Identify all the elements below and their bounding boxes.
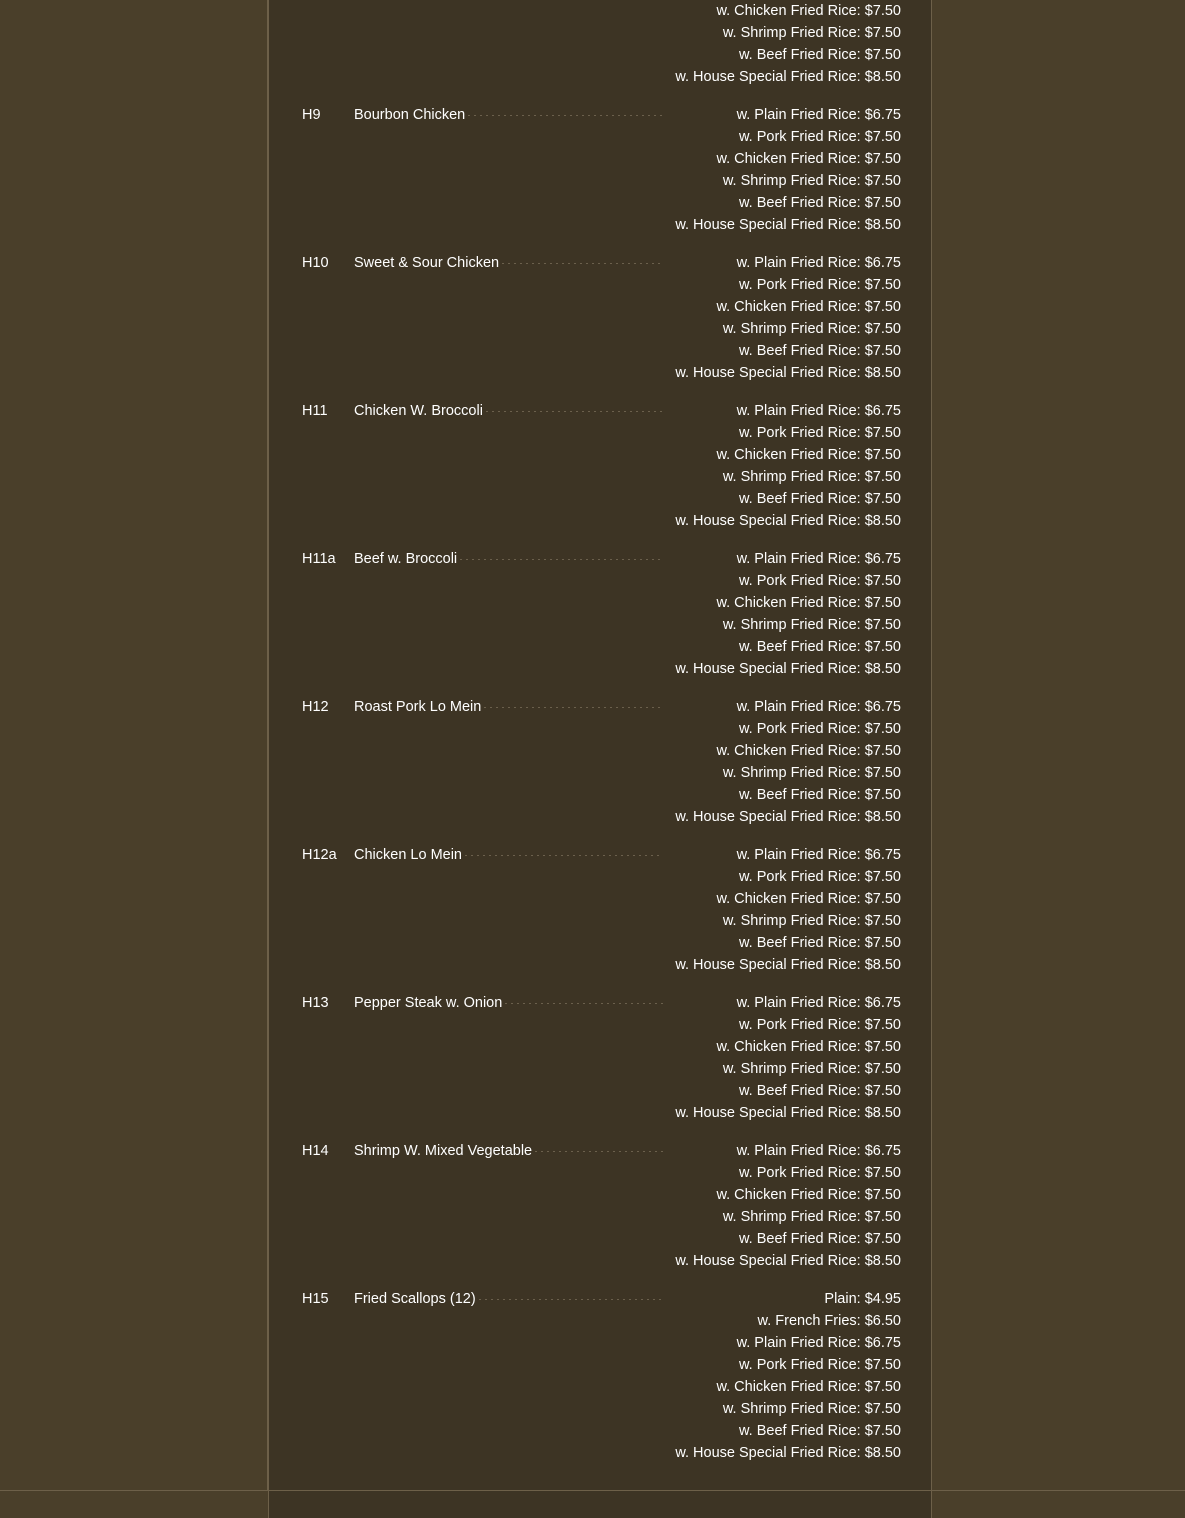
- item-name: Sweet & Sour Chicken: [354, 255, 500, 271]
- item-price-line: w. House Special Fried Rice: $8.50: [675, 1445, 901, 1461]
- item-price-list: [667, 1140, 901, 1272]
- item-price-line: w. Shrimp Fried Rice: $7.50: [722, 25, 901, 41]
- item-price-line: w. Plain Fried Rice: $6.75: [736, 699, 901, 715]
- leader-dots: [463, 844, 663, 856]
- item-price-line: w. Shrimp Fried Rice: $7.50: [722, 469, 901, 485]
- item-price-line: w. Chicken Fried Rice: $7.50: [716, 1187, 901, 1203]
- item-price-line: w. Pork Fried Rice: $7.50: [739, 869, 901, 885]
- page-footer-inner: [268, 1491, 932, 1518]
- item-price-line: w. Plain Fried Rice: $6.75: [736, 255, 901, 271]
- item-code: H10: [302, 255, 329, 271]
- item-name: Shrimp W. Mixed Vegetable: [354, 1143, 533, 1159]
- item-spacer: [269, 680, 931, 696]
- menu-item[interactable]: [269, 1140, 931, 1272]
- item-name: Roast Pork Lo Mein: [354, 699, 482, 715]
- item-name-leader: [354, 548, 667, 570]
- item-price-list: [667, 400, 901, 532]
- item-price-line: w. Pork Fried Rice: $7.50: [739, 721, 901, 737]
- item-price-line: w. Shrimp Fried Rice: $7.50: [722, 1209, 901, 1225]
- item-price-line: w. Shrimp Fried Rice: $7.50: [722, 913, 901, 929]
- item-price-line: w. Pork Fried Rice: $7.50: [739, 1165, 901, 1181]
- item-price-line: w. Plain Fried Rice: $6.75: [736, 551, 901, 567]
- item-code: H13: [302, 995, 329, 1011]
- menu-item[interactable]: [269, 252, 931, 384]
- item-price-line: w. Chicken Fried Rice: $7.50: [716, 891, 901, 907]
- item-price-line: w. Chicken Fried Rice: $7.50: [716, 595, 901, 611]
- item-name: Fried Scallops (12): [354, 1291, 476, 1307]
- item-spacer: [269, 236, 931, 252]
- item-price-line: w. House Special Fried Rice: $8.50: [675, 1253, 901, 1269]
- item-price-line: w. Pork Fried Rice: $7.50: [739, 1017, 901, 1033]
- item-code: H11a: [302, 551, 336, 567]
- item-price-line: w. Plain Fried Rice: $6.75: [736, 403, 901, 419]
- item-code: H14: [302, 1143, 329, 1159]
- item-code: H12a: [302, 847, 337, 863]
- left-margin-column: [0, 0, 268, 1490]
- item-price-line: w. House Special Fried Rice: $8.50: [675, 217, 901, 233]
- item-price-line: w. Beef Fried Rice: $7.50: [739, 787, 901, 803]
- item-price-line: w. Plain Fried Rice: $6.75: [736, 107, 901, 123]
- leader-dots: [500, 252, 663, 264]
- menu-item-list: [269, 0, 931, 1464]
- menu-item-partial: [269, 0, 931, 88]
- item-price-line: w. Shrimp Fried Rice: $7.50: [722, 1401, 901, 1417]
- item-price-line: w. Shrimp Fried Rice: $7.50: [722, 321, 901, 337]
- item-price-line: w. Pork Fried Rice: $7.50: [739, 573, 901, 589]
- item-price-line: w. Beef Fried Rice: $7.50: [739, 1423, 901, 1439]
- item-price-line: w. House Special Fried Rice: $8.50: [675, 661, 901, 677]
- item-price-list: [667, 548, 901, 680]
- leader-dots: [482, 696, 663, 708]
- item-spacer: [269, 976, 931, 992]
- item-name-leader: [354, 1288, 667, 1310]
- item-name: Bourbon Chicken: [354, 107, 466, 123]
- item-spacer: [269, 88, 931, 104]
- item-name-leader: [354, 252, 667, 274]
- item-price-list: [667, 992, 901, 1124]
- item-price-line: w. Beef Fried Rice: $7.50: [739, 935, 901, 951]
- item-code: H15: [302, 1291, 329, 1307]
- item-price-line: w. Shrimp Fried Rice: $7.50: [722, 617, 901, 633]
- item-price-line: w. Pork Fried Rice: $7.50: [739, 129, 901, 145]
- item-price-line: w. Beef Fried Rice: $7.50: [739, 343, 901, 359]
- item-price-line: w. Chicken Fried Rice: $7.50: [716, 1039, 901, 1055]
- leader-dots: [477, 1288, 664, 1300]
- item-price-line: w. Chicken Fried Rice: $7.50: [716, 3, 901, 19]
- item-name-leader: [354, 400, 667, 422]
- leader-dots: [484, 400, 663, 412]
- item-price-line: w. Plain Fried Rice: $6.75: [736, 1143, 901, 1159]
- item-price-list: [667, 844, 901, 976]
- item-price-line: w. Chicken Fried Rice: $7.50: [716, 151, 901, 167]
- item-price-line: w. House Special Fried Rice: $8.50: [675, 69, 901, 85]
- item-price-line: w. House Special Fried Rice: $8.50: [675, 513, 901, 529]
- item-name: Beef w. Broccoli: [354, 551, 458, 567]
- item-name: Chicken Lo Mein: [354, 847, 462, 863]
- item-spacer: [269, 828, 931, 844]
- leader-dots: [533, 1140, 663, 1152]
- menu-item[interactable]: [269, 696, 931, 828]
- page-footer-strip: [0, 1490, 1185, 1518]
- item-code: H12: [302, 699, 329, 715]
- item-price-line: w. Chicken Fried Rice: $7.50: [716, 743, 901, 759]
- menu-item[interactable]: [269, 992, 931, 1124]
- item-name-leader: [354, 844, 667, 866]
- item-name-leader: [354, 104, 667, 126]
- item-price-line: w. Plain Fried Rice: $6.75: [736, 1335, 901, 1351]
- item-price-line: w. Beef Fried Rice: $7.50: [739, 1231, 901, 1247]
- leader-dots: [503, 992, 663, 1004]
- item-price-list: [667, 104, 901, 236]
- item-price-line: w. Beef Fried Rice: $7.50: [739, 639, 901, 655]
- item-price-line: w. French Fries: $6.50: [757, 1313, 901, 1329]
- leader-dots: [458, 548, 663, 560]
- item-price-line: w. Pork Fried Rice: $7.50: [739, 1357, 901, 1373]
- item-code: H11: [302, 403, 328, 419]
- item-price-line: w. Beef Fried Rice: $7.50: [739, 1083, 901, 1099]
- item-price-list: [667, 252, 901, 384]
- item-price-line: w. Beef Fried Rice: $7.50: [739, 47, 901, 63]
- item-name-leader: [354, 992, 667, 1014]
- item-price-line: Plain: $4.95: [824, 1291, 901, 1307]
- item-price-line: w. House Special Fried Rice: $8.50: [675, 365, 901, 381]
- item-price-line: w. Chicken Fried Rice: $7.50: [716, 447, 901, 463]
- item-price-list: [667, 696, 901, 828]
- item-code: H9: [302, 107, 321, 123]
- item-price-line: w. Shrimp Fried Rice: $7.50: [722, 1061, 901, 1077]
- item-price-line: w. Shrimp Fried Rice: $7.50: [722, 173, 901, 189]
- item-price-line: w. Plain Fried Rice: $6.75: [736, 847, 901, 863]
- item-price-line: w. Chicken Fried Rice: $7.50: [716, 299, 901, 315]
- right-margin-column: [932, 0, 1185, 1490]
- item-spacer: [269, 1272, 931, 1288]
- menu-item[interactable]: [269, 844, 931, 976]
- item-name: Pepper Steak w. Onion: [354, 995, 503, 1011]
- item-price-line: w. Beef Fried Rice: $7.50: [739, 195, 901, 211]
- leader-dots: [466, 104, 663, 116]
- menu-item[interactable]: [269, 104, 931, 236]
- menu-content-column: [268, 0, 932, 1490]
- item-spacer: [269, 532, 931, 548]
- item-spacer: [269, 1124, 931, 1140]
- item-name: Chicken W. Broccoli: [354, 403, 483, 419]
- item-name-leader: [354, 696, 667, 718]
- menu-item[interactable]: [269, 1288, 931, 1464]
- item-price-list: [667, 0, 901, 88]
- item-price-line: w. Chicken Fried Rice: $7.50: [716, 1379, 901, 1395]
- item-price-line: w. House Special Fried Rice: $8.50: [675, 1105, 901, 1121]
- item-price-line: w. House Special Fried Rice: $8.50: [675, 809, 901, 825]
- item-price-line: w. Plain Fried Rice: $6.75: [736, 995, 901, 1011]
- item-price-line: w. Shrimp Fried Rice: $7.50: [722, 765, 901, 781]
- menu-item[interactable]: [269, 548, 931, 680]
- item-price-line: w. House Special Fried Rice: $8.50: [675, 957, 901, 973]
- item-price-list: [667, 1288, 901, 1464]
- menu-item[interactable]: [269, 400, 931, 532]
- item-price-line: w. Pork Fried Rice: $7.50: [739, 277, 901, 293]
- item-price-line: w. Pork Fried Rice: $7.50: [739, 425, 901, 441]
- item-spacer: [269, 384, 931, 400]
- item-price-line: w. Beef Fried Rice: $7.50: [739, 491, 901, 507]
- item-name-leader: [354, 1140, 667, 1162]
